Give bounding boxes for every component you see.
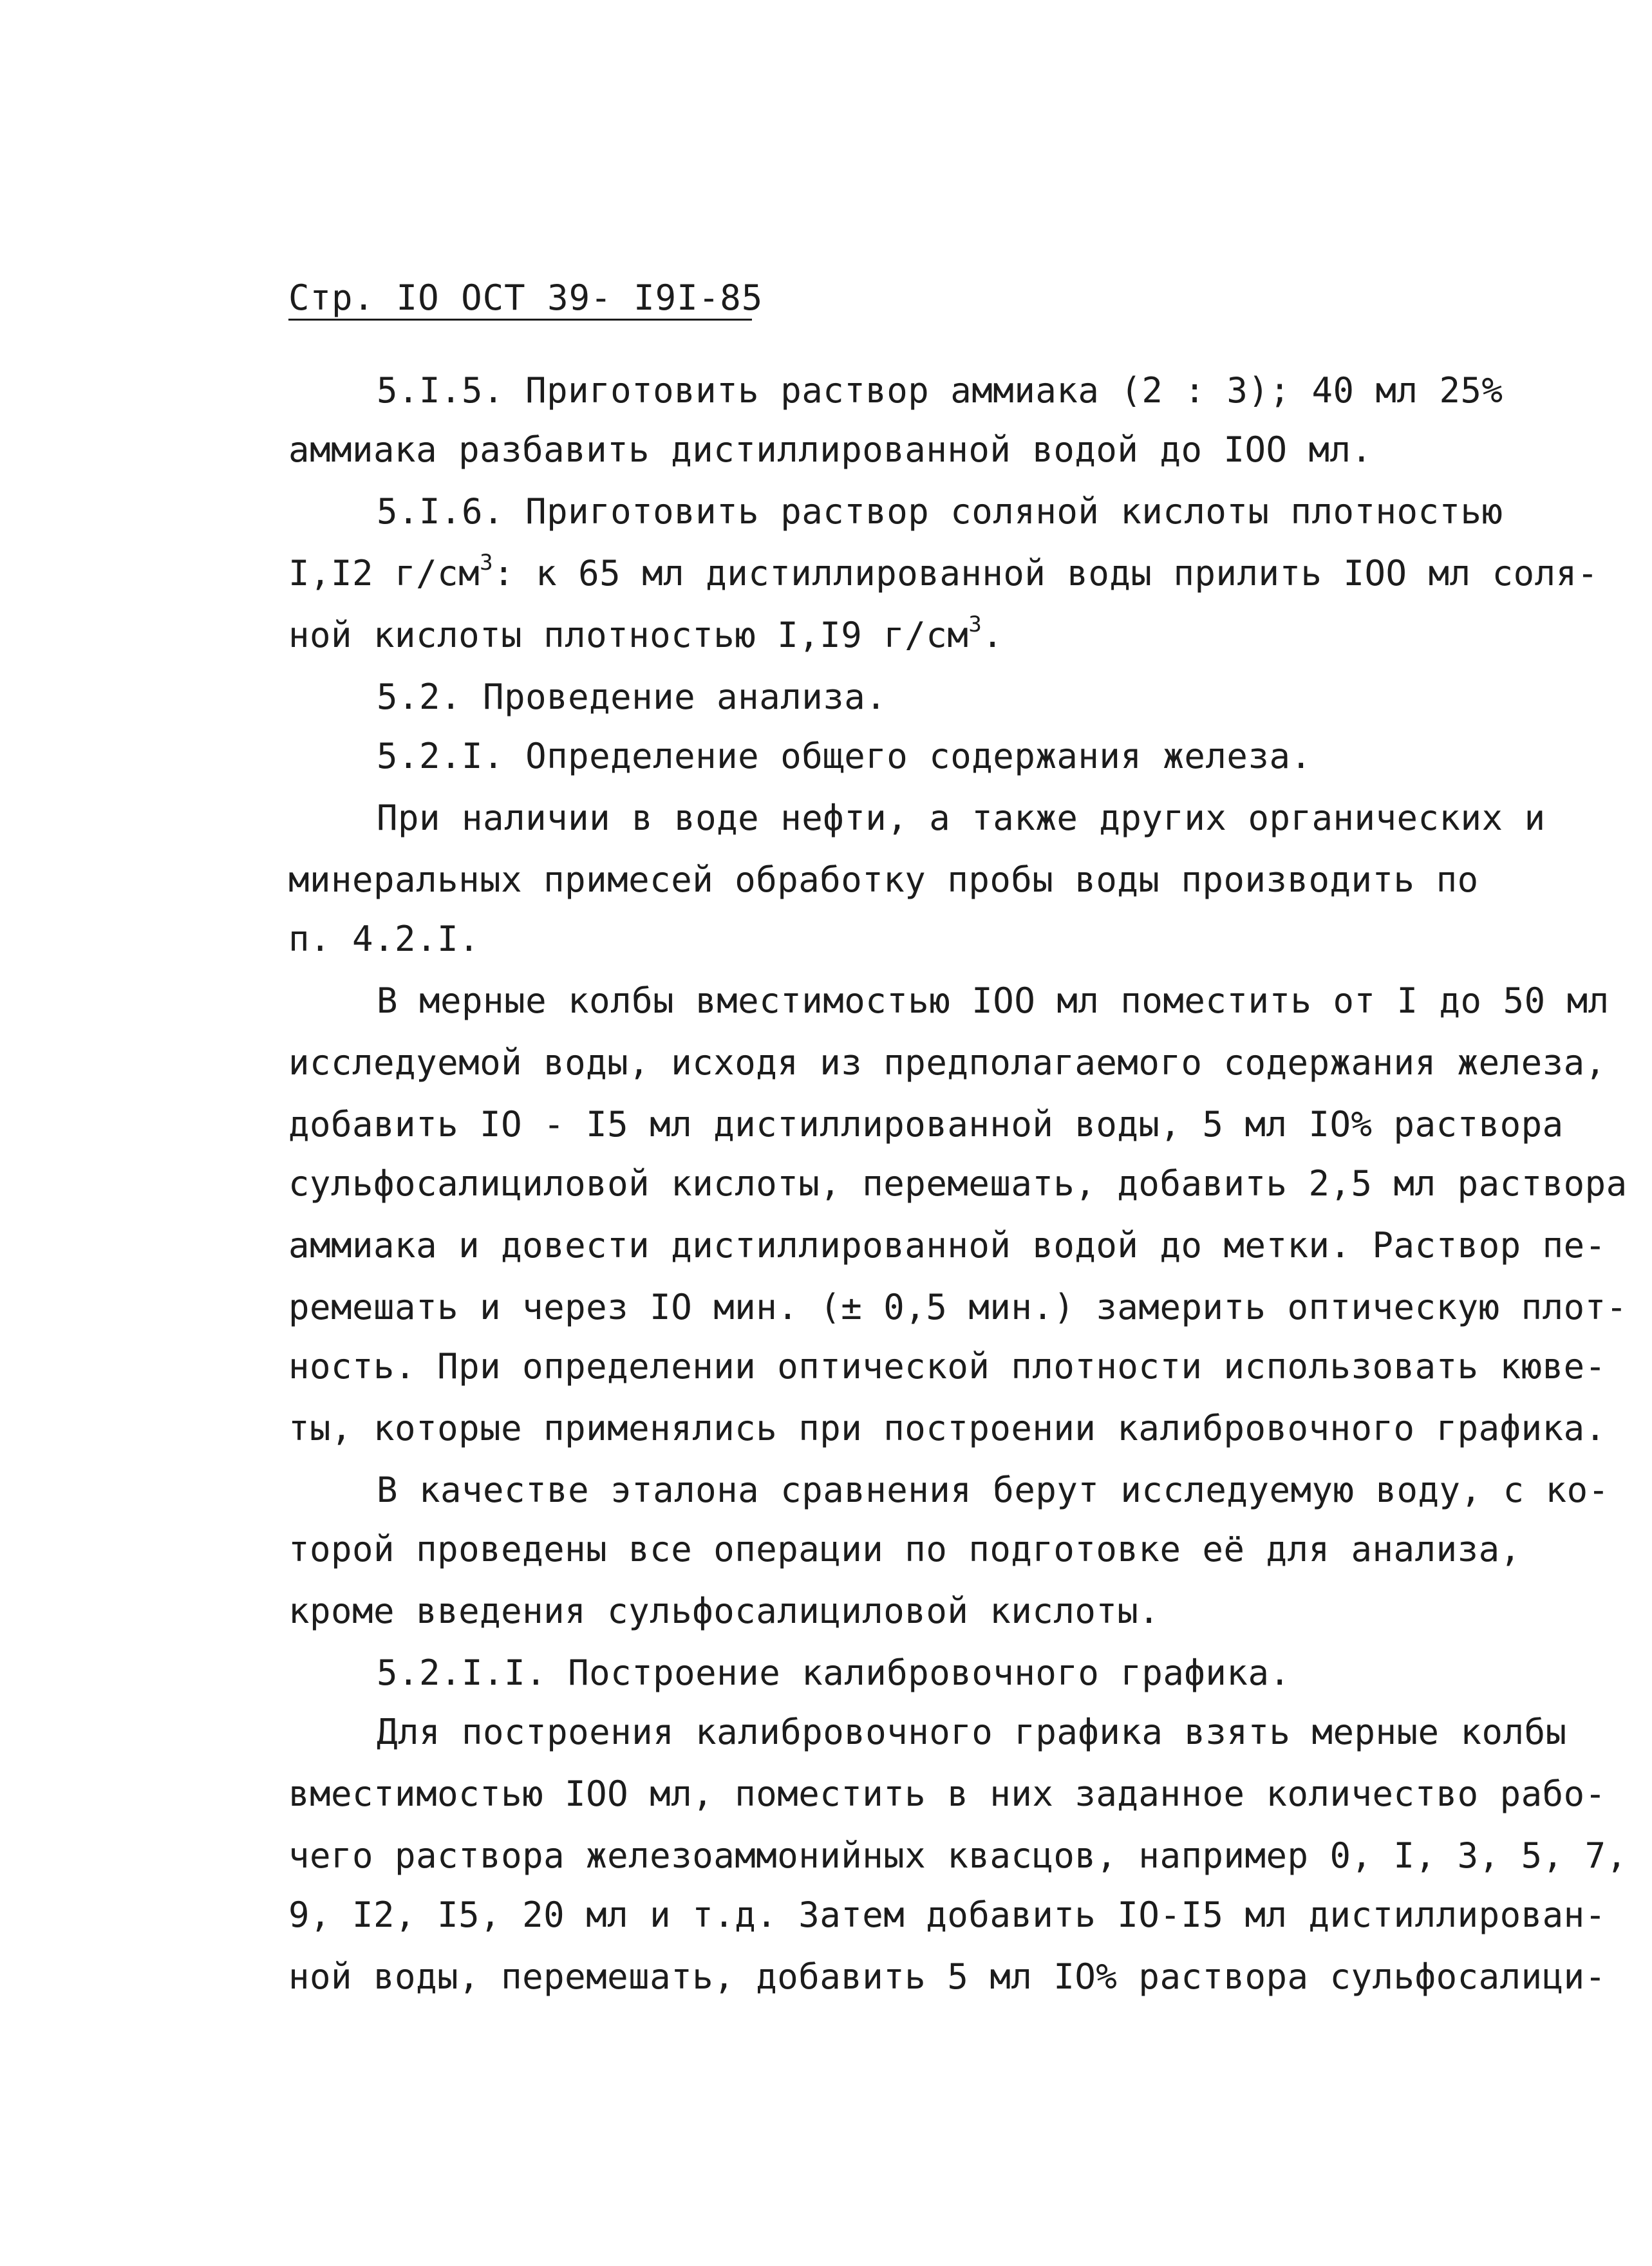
text-line: ной воды, перемешать, добавить 5 мл IO% раствора сульфосалици- [288, 1956, 1606, 1997]
text-line: вместимостью IOO мл, поместить в них заданное количество рабо- [288, 1774, 1606, 1814]
section-heading: 5.2.I.I. Построение калибровочного графика. [377, 1653, 1291, 1693]
header-underline [288, 319, 752, 321]
text-line: минеральных примесей обработку пробы воды производить по [288, 859, 1479, 900]
text-line: ремешать и через IO мин. (± 0,5 мин.) замерить оптическую плот- [288, 1287, 1628, 1327]
text-line [288, 613, 1003, 658]
text-line: кроме введения сульфосалициловой кислоты. [288, 1591, 1160, 1631]
text-fragment: . [982, 615, 1004, 655]
text-line: торой проведены все операции по подготовке её для анализа, [288, 1529, 1521, 1569]
text-line: 5.I.5. Приготовить раствор аммиака (2 : 3); 40 мл 25% [377, 370, 1503, 411]
superscript: 3 [480, 550, 494, 576]
text-fragment: : к 65 мл дистиллированной воды прилить IOO мл соля- [493, 553, 1599, 594]
page-header: Стр. IO ОСТ 39- I9I-85 [288, 277, 764, 318]
text-line: 9, I2, I5, 20 мл и т.д. Затем добавить IO-I5 мл дистиллирован- [288, 1895, 1606, 1935]
text-line: В мерные колбы вместимостью IOO мл поместить от I до 50 мл [377, 980, 1610, 1021]
text-line: При наличии в воде нефти, а также других органических и [377, 798, 1546, 838]
text-fragment: ной кислоты плотностью I,I9 г/см [288, 615, 969, 655]
text-line: добавить IO - I5 мл дистиллированной воды, 5 мл IO% раствора [288, 1104, 1564, 1145]
text-line: ты, которые применялись при построении калибровочного графика. [288, 1408, 1606, 1448]
superscript: 3 [968, 612, 982, 637]
text-line: 5.I.6. Приготовить раствор соляной кислоты плотностью [377, 491, 1503, 532]
text-line: чего раствора железоаммонийных квасцов, например 0, I, 3, 5, 7, [288, 1835, 1628, 1876]
text-line [288, 551, 1599, 596]
text-line: В качестве эталона сравнения берут исследуемую воду, с ко- [377, 1470, 1610, 1510]
section-heading: 5.2. Проведение анализа. [377, 677, 887, 717]
text-fragment: I,I2 г/см [288, 553, 480, 594]
text-line: исследуемой воды, исходя из предполагаемого содержания железа, [288, 1042, 1606, 1083]
text-line: аммиака и довести дистиллированной водой до метки. Раствор пе- [288, 1225, 1606, 1266]
text-line: п. 4.2.I. [288, 919, 480, 959]
section-heading: 5.2.I. Определение общего содержания железа. [377, 736, 1312, 776]
text-line: аммиака разбавить дистиллированной водой до IOO мл. [288, 429, 1373, 470]
text-line: Для построения калибровочного графика взять мерные колбы [377, 1712, 1567, 1752]
text-line: сульфосалициловой кислоты, перемешать, добавить 2,5 мл раствора [288, 1163, 1628, 1204]
text-line: ность. При определении оптической плотности использовать кюве- [288, 1346, 1606, 1387]
